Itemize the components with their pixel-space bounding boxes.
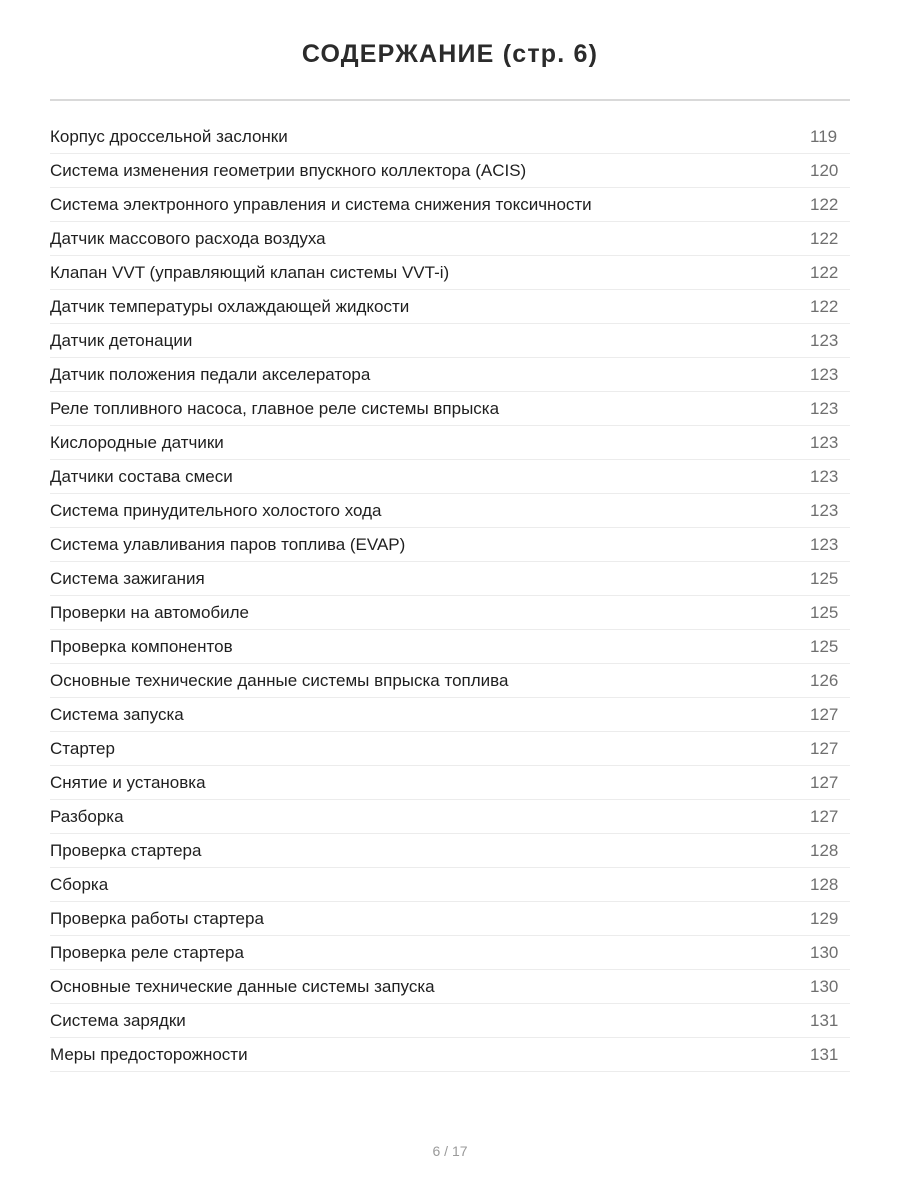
toc-entry-page: 129 — [810, 908, 839, 928]
toc-entry[interactable] — [50, 256, 850, 290]
toc-entry-title[interactable]: Клапан VVT (управляющий клапан системы VVT-i) — [50, 262, 450, 282]
toc-entry-title[interactable]: Система принудительного холостого хода — [50, 500, 382, 520]
toc-entry[interactable] — [50, 800, 850, 834]
toc-entry-title[interactable]: Система улавливания паров топлива (EVAP) — [50, 534, 406, 554]
toc-entry-title[interactable]: Снятие и установка — [50, 772, 206, 792]
toc-entry-page: 127 — [810, 806, 839, 826]
toc-entry-title[interactable]: Система зажигания — [50, 568, 205, 588]
toc-entry[interactable] — [50, 290, 850, 324]
toc-entry[interactable] — [50, 154, 850, 188]
toc-entry-page: 119 — [810, 126, 838, 146]
toc-entry-title[interactable]: Корпус дроссельной заслонки — [50, 126, 288, 146]
toc-entry-title[interactable]: Реле топливного насоса, главное реле системы впрыска — [50, 398, 500, 418]
toc-entry-page: 123 — [810, 534, 839, 554]
title-divider — [50, 99, 850, 101]
toc-entry[interactable] — [50, 222, 850, 256]
toc-entry-title[interactable]: Проверки на автомобиле — [50, 602, 250, 622]
toc-entry-page: 123 — [810, 330, 839, 350]
toc-entry-page: 123 — [810, 500, 839, 520]
toc-entry[interactable] — [50, 358, 850, 392]
page-title: СОДЕРЖАНИЕ (стр. 6) — [301, 40, 599, 68]
toc-entry[interactable] — [50, 528, 850, 562]
toc-entry-page: 128 — [810, 840, 839, 860]
toc-entry-page: 127 — [810, 772, 839, 792]
toc-entry-title[interactable]: Система электронного управления и система снижения токсичности — [50, 194, 592, 214]
toc-entry[interactable] — [50, 902, 850, 936]
toc-entry-page: 122 — [810, 296, 839, 316]
toc-entry[interactable] — [50, 596, 850, 630]
toc-entry-page: 128 — [810, 874, 839, 894]
toc-entry-page: 123 — [810, 398, 839, 418]
toc-entry-page: 130 — [810, 942, 839, 962]
toc-entry[interactable] — [50, 664, 850, 698]
toc-entry-title[interactable]: Проверка компонентов — [50, 636, 233, 656]
toc-entry[interactable] — [50, 868, 850, 902]
toc-entry-page: 127 — [810, 738, 839, 758]
toc-entry[interactable] — [50, 732, 850, 766]
toc-entry[interactable] — [50, 834, 850, 868]
toc-entry-page: 125 — [810, 602, 839, 622]
toc-entry-page: 130 — [810, 976, 839, 996]
toc-entry-title[interactable]: Проверка работы стартера — [50, 908, 264, 928]
toc-entry-title[interactable]: Датчики состава смеси — [50, 466, 233, 486]
toc-entry-page: 131 — [810, 1044, 839, 1064]
toc-entry[interactable] — [50, 970, 850, 1004]
toc-entry-title[interactable]: Кислородные датчики — [50, 432, 224, 452]
toc-entry-title[interactable]: Меры предосторожности — [50, 1044, 248, 1064]
toc-entry-title[interactable]: Система зарядки — [50, 1010, 186, 1030]
toc-entry-title[interactable]: Система изменения геометрии впускного коллектора (ACIS) — [50, 160, 527, 180]
toc-entry-title[interactable]: Датчик детонации — [50, 330, 193, 350]
toc-entry-title[interactable]: Система запуска — [50, 704, 184, 724]
toc-entry[interactable] — [50, 630, 850, 664]
toc-entry-title[interactable]: Сборка — [50, 874, 109, 894]
toc-entry[interactable] — [50, 698, 850, 732]
toc-entry-title[interactable]: Разборка — [50, 806, 124, 826]
toc-entry[interactable] — [50, 460, 850, 494]
toc-entry-page: 122 — [810, 228, 839, 248]
toc-entry-title[interactable]: Проверка реле стартера — [50, 942, 244, 962]
toc-entry[interactable] — [50, 1004, 850, 1038]
toc-entry-page: 131 — [810, 1010, 839, 1030]
toc-entry-page: 120 — [810, 160, 839, 180]
toc-entry-page: 125 — [810, 568, 839, 588]
toc-entry[interactable] — [50, 936, 850, 970]
toc-entry[interactable] — [50, 426, 850, 460]
toc-entry-page: 122 — [810, 194, 839, 214]
toc-entry-title[interactable]: Датчик положения педали акселератора — [50, 364, 371, 384]
toc-entry[interactable] — [50, 494, 850, 528]
toc-entry-title[interactable]: Основные технические данные системы запуска — [50, 976, 435, 996]
table-of-contents — [50, 120, 850, 1072]
toc-entry-title[interactable]: Стартер — [50, 738, 115, 758]
toc-entry-page: 123 — [810, 466, 839, 486]
toc-entry[interactable] — [50, 562, 850, 596]
toc-entry-page: 126 — [810, 670, 839, 690]
toc-entry[interactable] — [50, 188, 850, 222]
toc-entry-page: 127 — [810, 704, 839, 724]
toc-entry[interactable] — [50, 392, 850, 426]
toc-entry[interactable] — [50, 766, 850, 800]
toc-entry-title[interactable]: Датчик температуры охлаждающей жидкости — [50, 296, 410, 316]
toc-entry-title[interactable]: Датчик массового расхода воздуха — [50, 228, 326, 248]
toc-entry-page: 125 — [810, 636, 839, 656]
page-number: 6 / 17 — [432, 1143, 468, 1159]
toc-entry-title[interactable]: Основные технические данные системы впрыска топлива — [50, 670, 509, 690]
toc-entry-page: 123 — [810, 432, 839, 452]
toc-entry-page: 122 — [810, 262, 839, 282]
toc-entry[interactable] — [50, 324, 850, 358]
toc-entry-title[interactable]: Проверка стартера — [50, 840, 202, 860]
toc-entry[interactable] — [50, 1038, 850, 1072]
toc-entry[interactable] — [50, 120, 850, 154]
toc-entry-page: 123 — [810, 364, 839, 384]
